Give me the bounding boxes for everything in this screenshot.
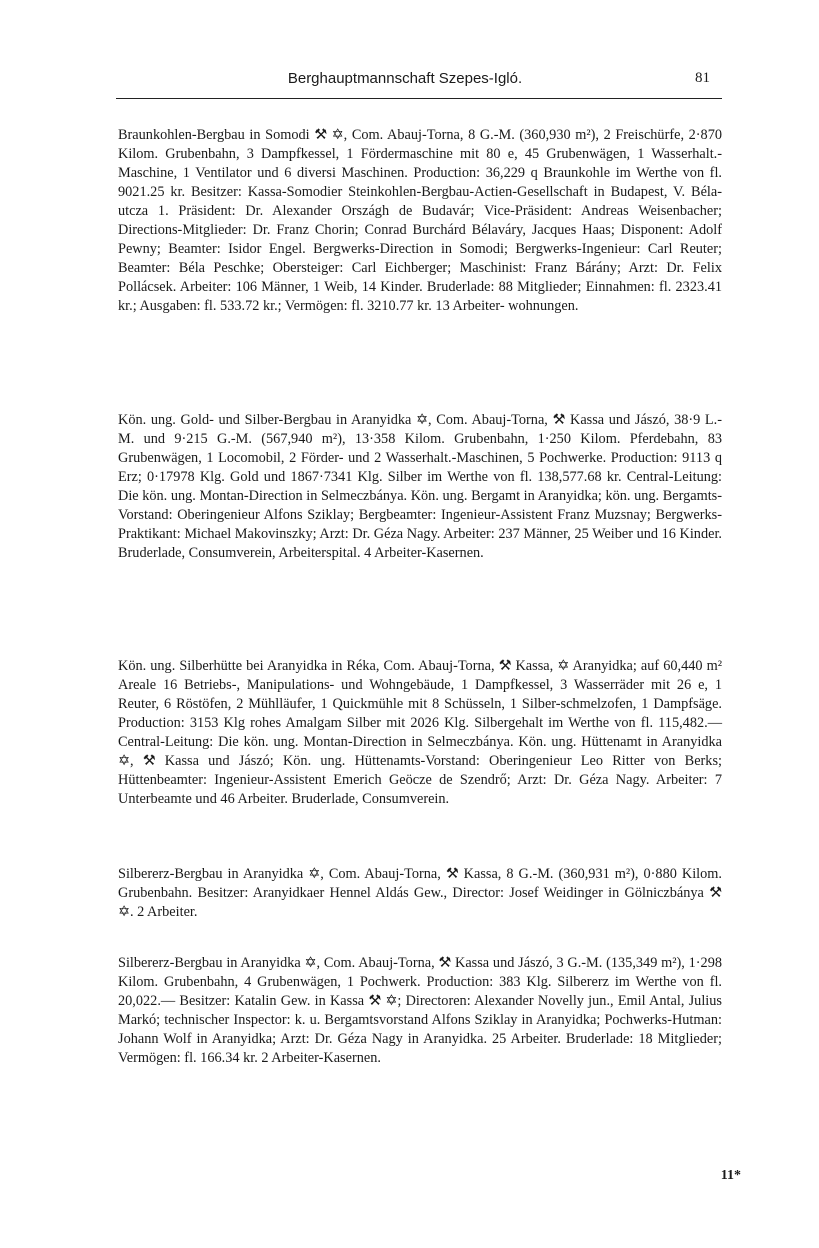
entry-somodi-braunkohlen [118,126,722,316]
entry-aranyidka-gold-silber-bergbau [118,411,722,563]
entry-silbererz-hennel [118,865,722,922]
entry-text: Silbererz-Bergbau in Aranyidka ✡, Com. Abauj-Torna, ⚒ Kassa, 8 G.-M. (360,931 m²), 0·880 Kilom. Grubenbahn. Besitzer: Aranyidkaer Hennel Aldás Gew., Director: Josef Weidinger in Gölniczbánya ⚒ ✡. 2 Arbeiter. [118,866,722,920]
entry-text: Braunkohlen-Bergbau in Somodi ⚒ ✡, Com. Abauj-Torna, 8 G.-M. (360,930 m²), 2 Freischürfe, 2·870 Kilom. Grubenbahn, 3 Dampfkessel, 1 Fördermaschine mit 80 e, 45 Grubenwägen, 1 Wasserhalt.-Maschine, 1 Ventilator und 6 diversi Maschinen. Production: 36,229 q Braunkohle im Werthe von fl. 9021.25 kr. Besitzer: Kassa-Somodier Steinkohlen-Bergbau-Actien-Gesellschaft in Budapest, V. Béla-utcza 1. Präsident: Dr. Alexander Országh de Budavár; Vice-Präsident: Andreas Weisenbacher; Directions-Mitglieder: Dr. Franz Chorin; Conrad Burchárd Bélaváry, Jacques Haas; Disponent: Adolf Pewny; Beamter: Isidor Engel. Bergwerks-Direction in Somodi; Bergwerks-Ingenieur: Carl Reuter; Beamter: Béla Peschke; Obersteiger: Carl Eichberger; Maschinist: Franz Bárány; Arzt: Dr. Felix Pollácsek. Arbeiter: 106 Männer, 1 Weib, 14 Kinder. Bruderlade: 88 Mitglieder; Einnahmen: fl. 2323.41 kr.; Ausgaben: fl. 533.72 kr.; Vermögen: fl. 3210.77 kr. 13 Arbeiter- wohnungen. [118,127,722,314]
header-rule [116,98,722,99]
running-header [90,70,720,92]
entry-text: Kön. ung. Silberhütte bei Aranyidka in Réka, Com. Abauj-Torna, ⚒ Kassa, ✡ Aranyidka; auf 60,440 m² Areale 16 Betriebs-, Manipulations- und Wohngebäude, 1 Dampfkessel, 3 Wasserräder mit 26 e, 1 Reuter, 6 Röstöfen, 2 Mühlläufer, 1 Quickmühle mit 8 Schüsseln, 1 Silber-schmelzofen, 1 Dampfsäge. Production: 3153 Klg rohes Amalgam Silber mit 2026 Klg. Silbergehalt im Werthe von fl. 115,482.— Central-Leitung: Die kön. ung. Montan-Direction in Selmeczbánya. Kön. ung. Hüttenamt in Aranyidka ✡, ⚒ Kassa und Jászó; Kön. ung. Hüttenamts-Vorstand: Oberingenieur Leo Ritter von Berks; Hüttenbeamter: Ingenieur-Assistent Emerich Geöcze de Szendrő; Arzt: Dr. Géza Nagy. Arbeiter: 7 Unterbeamte und 46 Arbeiter. Bruderlade, Consumverein. [118,658,722,807]
entry-text: Silbererz-Bergbau in Aranyidka ✡, Com. Abauj-Torna, ⚒ Kassa und Jászó, 3 G.-M. (135,349 m²), 1·298 Kilom. Grubenbahn, 4 Grubenwägen, 1 Pochwerk. Production: 383 Klg. Silbererz im Werthe von fl. 20,022.— Besitzer: Katalin Gew. in Kassa ⚒ ✡; Directoren: Alexander Novelly jun., Emil Antal, Julius Markó; technischer Inspector: k. u. Bergamtsvorstand Alfons Sziklay in Aranyidka; Pochwerks-Hutman: Johann Wolf in Aranyidka; Arzt: Dr. Géza Nagy in Aranyidka. 25 Arbeiter. Bruderlade: 18 Mitglieder; Vermögen: fl. 166.34 kr. 2 Arbeiter-Kasernen. [118,955,722,1066]
entry-text: Kön. ung. Gold- und Silber-Bergbau in Aranyidka ✡, Com. Abauj-Torna, ⚒ Kassa und Jászó, 38·9 L.-M. und 9·215 G.-M. (567,940 m²), 13·358 Kilom. Grubenbahn, 1·250 Kilom. Pferdebahn, 83 Grubenwägen, 1 Locomobil, 2 Förder- und 2 Wasserhalt.-Maschinen, 5 Pochwerke. Production: 9113 q Erz; 0·17978 Klg. Gold und 1867·7341 Klg. Silber im Werthe von fl. 138,577.68 kr. Central-Leitung: Die kön. ung. Montan-Direction in Selmeczbánya. Kön. ung. Bergamt in Aranyidka; kön. ung. Bergamts-Vorstand: Oberingenieur Alfons Sziklay; Bergbeamter: Ingenieur-Assistent Franz Muzsnay; Bergwerks-Praktikant: Michael Makovinszky; Arzt: Dr. Géza Nagy. Arbeiter: 237 Männer, 25 Weiber und 16 Kinder. Bruderlade, Consumverein, Arbeiterspital. 4 Arbeiter-Kasernen. [118,412,722,561]
entry-aranyidka-silberhuette [118,657,722,809]
entry-silbererz-katalin [118,954,722,1068]
page-number: 81 [695,70,710,86]
signature-mark: 11* [720,1168,741,1183]
header-title: Berghauptmannschaft Szepes-Igló. [287,70,523,87]
